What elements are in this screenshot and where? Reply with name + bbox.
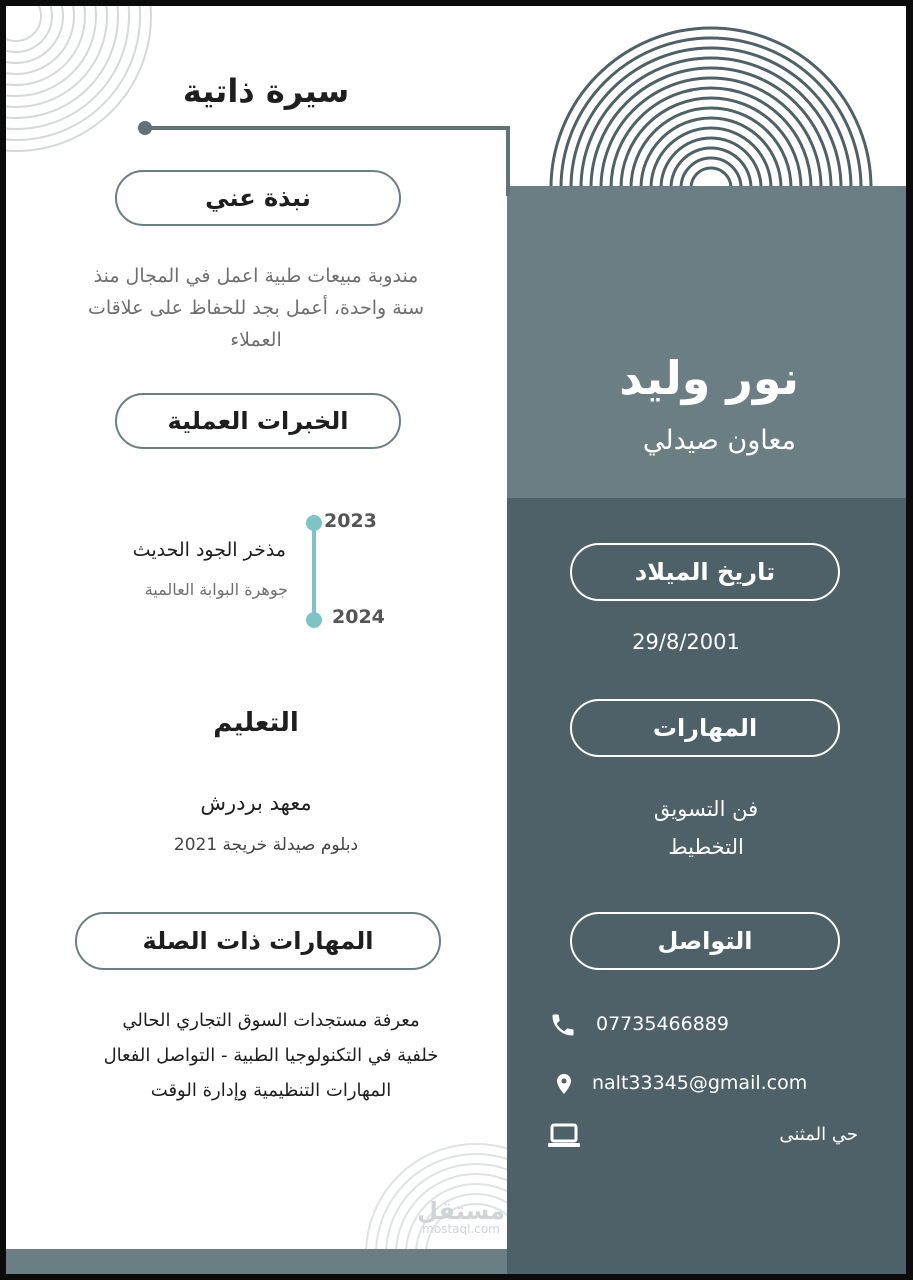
skills-heading: المهارات (570, 699, 840, 757)
location-pin-icon (552, 1070, 576, 1098)
education-institute: معهد بردرش (200, 791, 312, 815)
watermark (401, 1197, 521, 1238)
education-heading: التعليم (213, 708, 299, 738)
footer-bar (6, 1249, 507, 1274)
related-skill-line: المهارات التنظيمية وإدارة الوقت (150, 1080, 392, 1101)
related-skills-heading: المهارات ذات الصلة (75, 912, 441, 970)
watermark-url: mostaql.com (422, 1222, 500, 1236)
skills-list (586, 790, 826, 866)
experience-start-year: 2023 (324, 510, 377, 532)
related-skills-text (26, 1003, 516, 1108)
experience-timeline (304, 514, 324, 628)
phone-icon (549, 1011, 577, 1039)
about-line: العملاء (230, 329, 282, 351)
skill-item: فن التسويق (653, 797, 759, 821)
experience-end-year: 2024 (332, 606, 385, 628)
contact-email[interactable]: nalt33345@gmail.com (592, 1072, 808, 1094)
experience-heading: الخبرات العملية (115, 393, 401, 449)
experience-role: جوهرة البوابة العالمية (144, 580, 288, 599)
info-panel (507, 498, 906, 1274)
skill-item: التخطيط (668, 835, 744, 859)
contact-heading: التواصل (570, 912, 840, 970)
education-degree: دبلوم صيدلة خريجة 2021 (173, 835, 359, 855)
page-title: سيرة ذاتية (182, 72, 350, 110)
contact-address: حي المثنى (779, 1124, 858, 1145)
related-skill-line: خلفية في التكنولوجيا الطبية - التواصل الفعال (103, 1045, 439, 1066)
about-line: مندوبة مبيعات طبية اعمل في المجال منذ (93, 265, 419, 287)
experience-company: مذخر الجود الحديث (132, 539, 286, 561)
birth-date: 29/8/2001 (632, 630, 740, 654)
profile-job-title: معاون صيدلي (642, 425, 796, 456)
about-text (46, 260, 466, 356)
laptop-icon (547, 1123, 581, 1149)
related-skill-line: معرفة مستجدات السوق التجاري الحالي (122, 1010, 420, 1031)
birth-heading: تاريخ الميلاد (570, 543, 840, 601)
about-line: سنة واحدة، أعمل بجد للحفاظ على علاقات (87, 297, 425, 319)
decorative-arcs-top-right (536, 26, 886, 188)
profile-name: نور وليد (619, 351, 799, 405)
contact-phone[interactable]: 07735466889 (596, 1013, 729, 1035)
decorative-arcs-top-left (6, 6, 156, 156)
watermark-brand: مستقل (417, 1197, 505, 1225)
resume-page (6, 6, 906, 1274)
about-heading: نبذة عني (115, 170, 401, 226)
